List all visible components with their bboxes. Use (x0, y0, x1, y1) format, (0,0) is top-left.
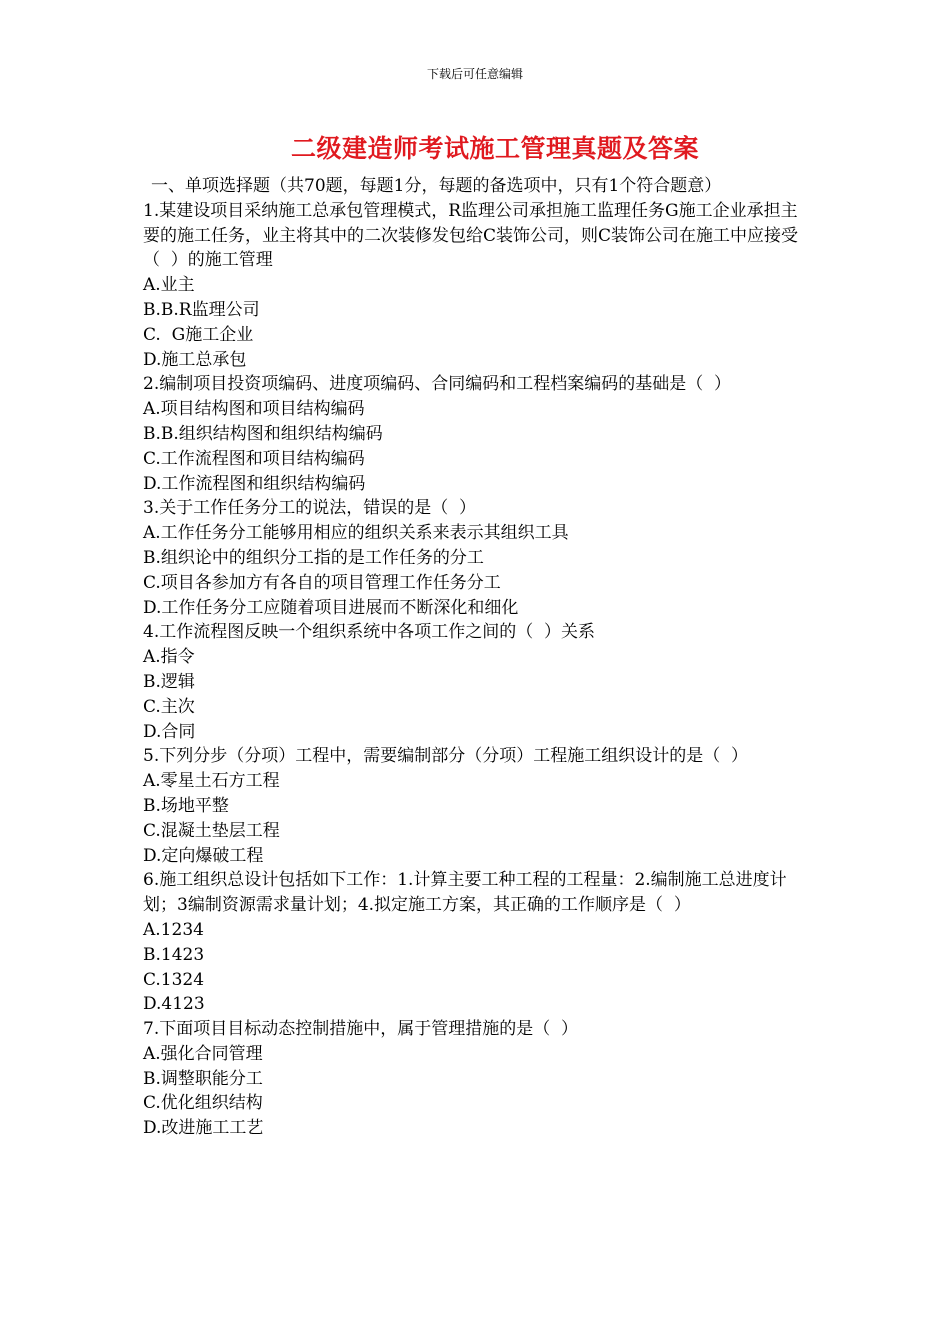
option-a: A.1234 (143, 919, 204, 940)
question-3 (143, 496, 811, 620)
document-title: 二级建造师考试施工管理真题及答案 (290, 134, 699, 163)
option-d: D.定向爆破工程 (143, 845, 264, 866)
option-a: A.项目结构图和项目结构编码 (143, 399, 365, 420)
option-c: C.混凝土垫层工程 (143, 820, 280, 841)
question-5 (143, 744, 811, 868)
option-c: C.1324 (143, 969, 205, 990)
option-b: B.组织论中的组织分工指的是工作任务的分工 (143, 547, 484, 568)
option-c: C.主次 (143, 696, 195, 717)
option-d: D.4123 (143, 994, 205, 1015)
option-b: B.调整职能分工 (143, 1068, 263, 1089)
question-2 (143, 372, 811, 496)
option-a: A.业主 (143, 275, 195, 296)
option-b: B.逻辑 (143, 671, 195, 692)
question-4 (143, 620, 811, 744)
option-d: D.合同 (143, 721, 196, 742)
question-stem: 5.下列分步（分项）工程中，需要编制部分（分项）工程施工组织设计的是（ ） (143, 746, 749, 767)
question-stem: 7.下面项目目标动态控制措施中，属于管理措施的是（ ） (143, 1019, 579, 1040)
option-a: A.指令 (143, 647, 195, 668)
question-stem: 4.工作流程图反映一个组织系统中各项工作之间的（ ）关系 (143, 622, 596, 643)
option-b: B.B.组织结构图和组织结构编码 (143, 423, 383, 444)
option-b: B.B.R监理公司 (143, 299, 260, 320)
option-d: D.改进施工工艺 (143, 1118, 264, 1139)
document-body (143, 174, 811, 1141)
section-heading: 一、单项选择题（共70题，每题1分，每题的备选项中，只有1个符合题意） (151, 176, 722, 196)
option-c: C.工作流程图和项目结构编码 (143, 448, 365, 469)
option-d: D.工作任务分工应随着项目进展而不断深化和细化 (143, 597, 519, 618)
option-b: B.场地平整 (143, 795, 229, 816)
option-c: C.优化组织结构 (143, 1093, 263, 1114)
option-c: C. G施工企业 (143, 324, 254, 345)
question-7 (143, 1017, 811, 1141)
option-a: A.工作任务分工能够用相应的组织关系来表示其组织工具 (143, 523, 569, 544)
option-a: A.零星土石方工程 (143, 771, 280, 792)
question-1 (143, 199, 811, 373)
option-b: B.1423 (143, 944, 205, 965)
option-d: D.施工总承包 (143, 349, 247, 370)
question-stem: 3.关于工作任务分工的说法，错误的是（ ） (143, 498, 477, 519)
header-note: 下载后可任意编辑 (426, 67, 523, 81)
option-a: A.强化合同管理 (143, 1043, 263, 1064)
question-stem: 6.施工组织总设计包括如下工作：1.计算主要工种工程的工程量：2.编制施工总进度计划；3编制资源需求量计划；4.拟定施工方案，其正确的工作顺序是（ ） (143, 870, 787, 916)
option-c: C.项目各参加方有各自的项目管理工作任务分工 (143, 572, 501, 593)
question-stem: 2.编制项目投资项编码、进度项编码、合同编码和工程档案编码的基础是（ ） (143, 374, 732, 395)
question-6 (143, 868, 811, 1017)
option-d: D.工作流程图和组织结构编码 (143, 473, 366, 494)
question-stem: 1.某建设项目采纳施工总承包管理模式，R监理公司承担施工监理任务G施工企业承担主要的施工任务，业主将其中的二次装修发包给C装饰公司，则C装饰公司在施工中应接受（ ）的施工管理 (143, 200, 799, 271)
